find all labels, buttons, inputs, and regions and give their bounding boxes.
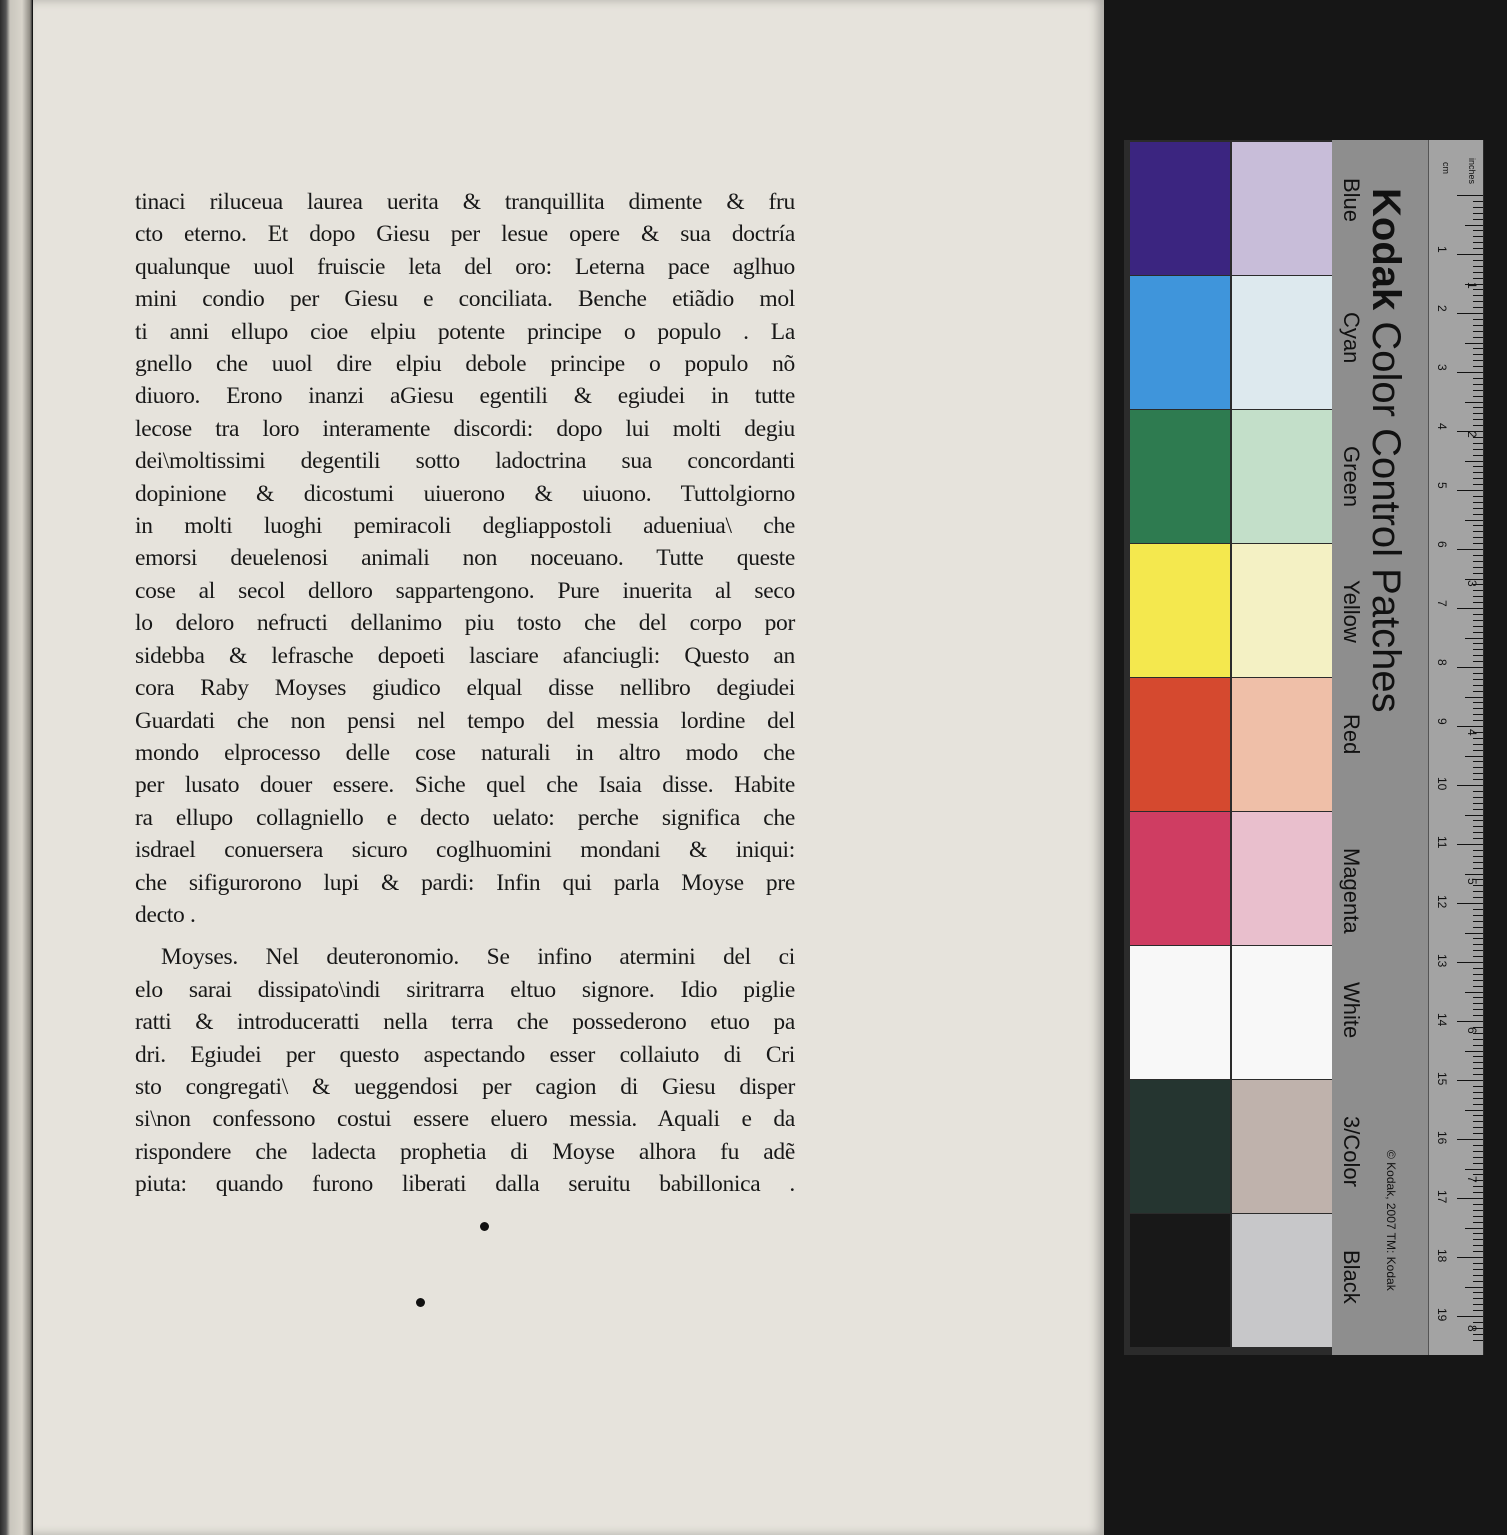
text-line: sto congregati\ & ueggendosi per cagion di Giesu disper [135,1073,795,1100]
ruler-tick [1473,803,1483,804]
ruler-tick [1465,402,1483,403]
ruler-tick [1473,832,1483,833]
ruler-tick [1473,555,1483,556]
ruler-tick [1473,230,1483,231]
text-line: che sifigurorono lupi & pardi: Infin qui parla Moyse pre [135,869,795,896]
text-line: dri. Egiudei per questo aspectando esser collaiuto di Cri [135,1041,795,1068]
ruler-tick [1473,567,1483,568]
cm-number: 5 [1435,482,1449,489]
patch-magenta [1130,812,1230,945]
text-line: cto eterno. Et dopo Giesu per lesue opere & sua doctría [135,221,795,248]
card-title-text: Color Control Patches [1364,321,1408,713]
ruler-tick [1473,508,1483,509]
ruler-tick [1473,561,1483,562]
ruler-tick [1473,909,1483,910]
patch-tint-black [1232,1214,1332,1347]
ruler-tick [1473,425,1483,426]
patch-tint-white [1232,946,1332,1079]
ruler-tick [1473,708,1483,709]
text-line: isdrael conuersera sicuro coglhuomini mondani & iniqui: [135,837,795,864]
ruler-tick [1473,319,1483,320]
ruler-tick [1473,773,1483,774]
patch-label: Cyan [1339,312,1364,364]
ruler-tick [1473,838,1483,839]
ruler-tick [1457,608,1483,609]
ruler-tick [1473,826,1483,827]
text-line: diuoro. Erono inanzi aGiesu egentili & egiudei in tutte [135,383,795,410]
cm-number: 13 [1435,954,1449,968]
ruler-tick [1473,950,1483,951]
text-line: per lusato douer essere. Siche quel che Isaia disse. Habite [135,772,795,799]
ruler-tick [1473,278,1483,279]
ruler-tick [1473,289,1483,290]
ruler-tick [1473,850,1483,851]
inch-number: 6 [1465,1027,1479,1034]
patch-yellow [1130,544,1230,677]
ruler-tick [1473,1239,1483,1240]
ruler-tick [1473,862,1483,863]
ruler-tick [1473,1245,1483,1246]
patch-label: 3/Color [1339,1116,1364,1187]
patch-black [1130,1214,1230,1347]
cm-number: 7 [1435,600,1449,607]
ruler-tick [1473,1304,1483,1305]
ink-dot [416,1298,425,1307]
ruler-tick [1473,744,1483,745]
ruler-tick [1473,1157,1483,1158]
ruler-tick [1473,1310,1483,1311]
ruler-tick [1473,1269,1483,1270]
ruler-tick [1473,1298,1483,1299]
ruler-tick [1473,891,1483,892]
ruler-tick [1473,1163,1483,1164]
ruler-tick [1465,1287,1483,1288]
cm-number: 17 [1435,1190,1449,1204]
inch-number: 2 [1465,431,1479,438]
ruler-tick [1465,1228,1483,1229]
ruler-tick [1457,726,1483,727]
book-page [33,0,1104,1535]
ruler-tick [1473,956,1483,957]
patch-tint-red [1232,678,1332,811]
ruler-tick [1473,248,1483,249]
ruler-tick [1465,1169,1483,1170]
ruler-tick [1473,1322,1483,1323]
ruler-tick [1457,254,1483,255]
ruler-tick [1473,691,1483,692]
patch-tint-blue [1232,142,1332,275]
ruler-tick [1473,1009,1483,1010]
ruler-tick [1473,643,1483,644]
ruler-tick [1473,514,1483,515]
ruler-tick [1473,1068,1483,1069]
patch-tint-3-color [1232,1080,1332,1213]
inch-number: 7 [1465,1176,1479,1183]
ruler-tick [1473,1151,1483,1152]
ruler-tick [1473,1098,1483,1099]
ruler-tick [1473,1104,1483,1105]
patch-label: White [1339,982,1364,1039]
ruler-tick [1473,449,1483,450]
cm-number: 14 [1435,1013,1449,1027]
ruler-tick [1465,1051,1483,1052]
ruler-tick [1473,213,1483,214]
ruler-tick [1473,1281,1483,1282]
cm-number: 19 [1435,1308,1449,1322]
ruler-tick [1473,1210,1483,1211]
ruler-tick [1473,1133,1483,1134]
ruler-tick [1473,1092,1483,1093]
ruler-tick [1473,673,1483,674]
ruler-tick [1473,679,1483,680]
text-line: ratti & introduceratti nella terra che possederono etuo pa [135,1009,795,1036]
copyright-text: © Kodak, 2007 TM: Kodak [1384,1150,1398,1291]
ruler-tick [1465,815,1483,816]
ruler-tick [1473,820,1483,821]
ruler-tick [1473,809,1483,810]
ruler-tick [1473,1045,1483,1046]
ink-dot [480,1222,489,1231]
inch-number: 3 [1465,580,1479,587]
ruler-tick [1473,1127,1483,1128]
cm-number: 15 [1435,1072,1449,1086]
ruler-tick [1473,856,1483,857]
patch-3-color [1130,1080,1230,1213]
ruler-tick [1473,331,1483,332]
text-line: emorsi deuelenosi animali non noceuano. Tutte queste [135,545,795,572]
ruler-tick [1473,897,1483,898]
ruler-tick [1465,520,1483,521]
ruler-tick [1473,921,1483,922]
ruler-tick [1457,962,1483,963]
ruler-tick [1457,1080,1483,1081]
ruler-tick [1473,1233,1483,1234]
ruler-tick [1473,1292,1483,1293]
patch-tint-magenta [1232,812,1332,945]
cm-number: 1 [1435,246,1449,253]
ruler-tick [1473,997,1483,998]
text-line: cora Raby Moyses giudico elqual disse nellibro degiudei [135,675,795,702]
ruler-tick [1473,968,1483,969]
patch-tint-green [1232,410,1332,543]
ruler-tick [1473,986,1483,987]
cm-label: cm [1441,162,1451,174]
ruler-tick [1473,779,1483,780]
cm-number: 3 [1435,364,1449,371]
ruler-tick [1473,496,1483,497]
ruler-tick [1465,638,1483,639]
ruler-tick [1473,443,1483,444]
ruler-tick [1457,785,1483,786]
ruler-tick [1473,573,1483,574]
ruler-tick [1465,343,1483,344]
cm-number: 11 [1435,836,1449,849]
ruler-tick [1473,543,1483,544]
ruler-tick [1473,337,1483,338]
ruler-tick [1457,1316,1483,1317]
ruler-tick [1473,938,1483,939]
paragraph-1 [135,186,795,931]
ruler-tick [1473,620,1483,621]
patch-cyan [1130,276,1230,409]
cm-number: 2 [1435,305,1449,312]
ruler-tick [1473,407,1483,408]
ruler-tick [1473,484,1483,485]
ruler-tick [1473,1222,1483,1223]
patch-tint-cyan [1232,276,1332,409]
ruler-tick [1473,378,1483,379]
ruler-tick [1473,980,1483,981]
ruler-tick [1457,1139,1483,1140]
ruler-tick [1457,195,1483,196]
ruler-tick [1473,1145,1483,1146]
patch-label: Green [1339,446,1364,508]
inch-number: 1 [1465,282,1479,289]
patch-label: Blue [1339,178,1364,223]
ruler-tick [1473,354,1483,355]
patch-green [1130,410,1230,543]
patch-label: Black [1339,1250,1364,1304]
ruler-tick [1473,272,1483,273]
cm-number: 8 [1435,659,1449,666]
paragraph-2 [135,941,795,1200]
ruler-tick [1473,1263,1483,1264]
ruler-tick [1457,1257,1483,1258]
ruler-tick [1457,1198,1483,1199]
ruler-tick [1473,260,1483,261]
ruler-tick [1473,915,1483,916]
ruler-tick [1473,236,1483,237]
text-line: mondo elprocesso delle cose naturali in altro modo che [135,739,795,766]
text-line: Guardati che non pensi nel tempo del messia lordine del [135,707,795,734]
ruler-tick [1473,242,1483,243]
text-line: rispondere che ladecta prophetia di Moyse alhora fu adẽ [135,1138,795,1165]
text-line: decto . [135,901,196,928]
kodak-logo: Kodak [1364,188,1408,311]
patch-white [1130,946,1230,1079]
ruler-tick [1473,750,1483,751]
cm-number: 18 [1435,1249,1449,1263]
patch-blue [1130,142,1230,275]
ruler-tick [1473,974,1483,975]
ruler-tick [1465,1110,1483,1111]
ruler-tick [1473,1115,1483,1116]
ruler-tick [1473,1015,1483,1016]
text-line: in molti luoghi pemiracoli degliappostoli adueniua\ che [135,513,795,540]
cm-number: 9 [1435,718,1449,725]
text-line: tinaci riluceua laurea uerita & tranquillita dimente & fru [135,189,795,215]
previous-page-edge [0,0,32,1535]
ruler [1428,140,1483,1355]
ruler-tick [1465,874,1483,875]
ruler-tick [1473,590,1483,591]
text-line: ti anni ellupo cioe elpiu potente principe o populo . La [135,318,795,345]
ruler-tick [1465,697,1483,698]
ruler-tick [1473,868,1483,869]
patch-red [1130,678,1230,811]
text-line: dei\moltissimi degentili sotto ladoctrina sua concordanti [135,448,795,475]
cm-number: 12 [1435,895,1449,909]
inch-number: 8 [1465,1325,1479,1332]
text-line: dopinione & dicostumi uiuerono & uiuono. Tuttolgiorno [135,480,795,507]
ruler-tick [1473,295,1483,296]
cm-number: 4 [1435,423,1449,430]
ruler-tick [1473,466,1483,467]
ruler-tick [1473,525,1483,526]
text-line: sidebba & lefrasche depoeti lasciare afanciugli: Questo an [135,642,795,669]
ruler-tick [1465,461,1483,462]
text-line: ra ellupo collagniello e decto uelato: perche significa che [135,804,795,831]
ruler-tick [1473,366,1483,367]
inches-label: inches [1467,158,1477,185]
text-line: lo deloro nefructi dellanimo piu tosto che del corpo por [135,610,795,637]
ruler-tick [1473,1039,1483,1040]
text-line: si\non confessono costui essere eluero messia. Aquali e da [135,1106,795,1133]
ruler-tick [1473,655,1483,656]
ruler-tick [1473,360,1483,361]
ruler-tick [1457,844,1483,845]
ruler-tick [1473,472,1483,473]
ruler-tick [1473,885,1483,886]
ruler-tick [1457,1021,1483,1022]
text-line: gnello che uuol dire elpiu debole principe o populo nõ [135,351,795,378]
ruler-tick [1473,1340,1483,1341]
text-line: Moyses. Nel deuteronomio. Se infino atermini del ci [161,944,795,971]
ruler-tick [1473,1003,1483,1004]
ruler-tick [1473,390,1483,391]
ruler-tick [1473,761,1483,762]
ruler-tick [1465,225,1483,226]
text-line: lecose tra loro interamente discordi: dopo lui molti degiu [135,415,795,442]
ruler-tick [1473,685,1483,686]
ruler-tick [1465,933,1483,934]
ruler-tick [1473,207,1483,208]
ruler-tick [1473,384,1483,385]
text-line: cose al secol delloro sappartengono. Pure inuerita al seco [135,577,795,604]
ruler-tick [1473,1186,1483,1187]
cm-number: 10 [1435,777,1449,791]
ruler-tick [1473,1086,1483,1087]
ruler-tick [1473,927,1483,928]
ruler-tick [1457,490,1483,491]
patch-label: Magenta [1339,848,1364,934]
ruler-tick [1457,313,1483,314]
ruler-tick [1473,537,1483,538]
ruler-tick [1473,201,1483,202]
ruler-tick [1473,301,1483,302]
ruler-tick [1473,307,1483,308]
ruler-tick [1473,455,1483,456]
ruler-tick [1473,944,1483,945]
ruler-tick [1473,1121,1483,1122]
ruler-tick [1473,1275,1483,1276]
text-line: qualunque uuol fruiscie leta del oro: Leterna pace aglhuo [135,253,795,280]
ruler-tick [1473,502,1483,503]
ruler-tick [1465,992,1483,993]
ruler-tick [1473,702,1483,703]
ruler-tick [1473,1062,1483,1063]
ruler-tick [1473,661,1483,662]
ruler-tick [1473,266,1483,267]
ruler-tick [1473,720,1483,721]
ruler-tick [1473,797,1483,798]
ruler-tick [1473,419,1483,420]
ruler-tick [1473,602,1483,603]
ruler-tick [1473,596,1483,597]
ruler-tick [1473,626,1483,627]
ruler-tick [1473,219,1483,220]
ruler-tick [1473,1216,1483,1217]
ruler-tick [1473,1074,1483,1075]
ruler-tick [1473,413,1483,414]
ruler-tick [1457,667,1483,668]
patch-label: Red [1339,714,1364,755]
ruler-tick [1473,1251,1483,1252]
ruler-tick [1473,791,1483,792]
ruler-tick [1473,1056,1483,1057]
ruler-tick [1473,1204,1483,1205]
cm-number: 6 [1435,541,1449,548]
ruler-tick [1473,348,1483,349]
ruler-tick [1473,614,1483,615]
inch-number: 4 [1465,729,1479,736]
text-line: mini condio per Giesu e conciliata. Benche etiãdio mol [135,286,795,313]
ruler-tick [1473,531,1483,532]
ruler-tick [1457,372,1483,373]
inch-number: 5 [1465,878,1479,885]
page-text [135,186,795,1201]
ruler-tick [1473,767,1483,768]
ruler-tick [1473,478,1483,479]
cm-number: 16 [1435,1131,1449,1145]
ruler-tick [1473,632,1483,633]
ruler-tick [1465,756,1483,757]
ruler-tick [1473,1192,1483,1193]
ruler-tick [1457,549,1483,550]
ruler-tick [1473,1334,1483,1335]
text-line: piuta: quando furono liberati dalla seruitu babillonica . [135,1171,795,1198]
ruler-tick [1473,714,1483,715]
text-line: elo sarai dissipato\indi siritrarra eltuo signore. Idio piglie [135,976,795,1003]
ruler-tick [1473,738,1483,739]
patch-label: Yellow [1339,580,1364,643]
ruler-tick [1473,649,1483,650]
patch-tint-yellow [1232,544,1332,677]
ruler-tick [1473,325,1483,326]
ruler-tick [1457,903,1483,904]
ruler-tick [1473,396,1483,397]
